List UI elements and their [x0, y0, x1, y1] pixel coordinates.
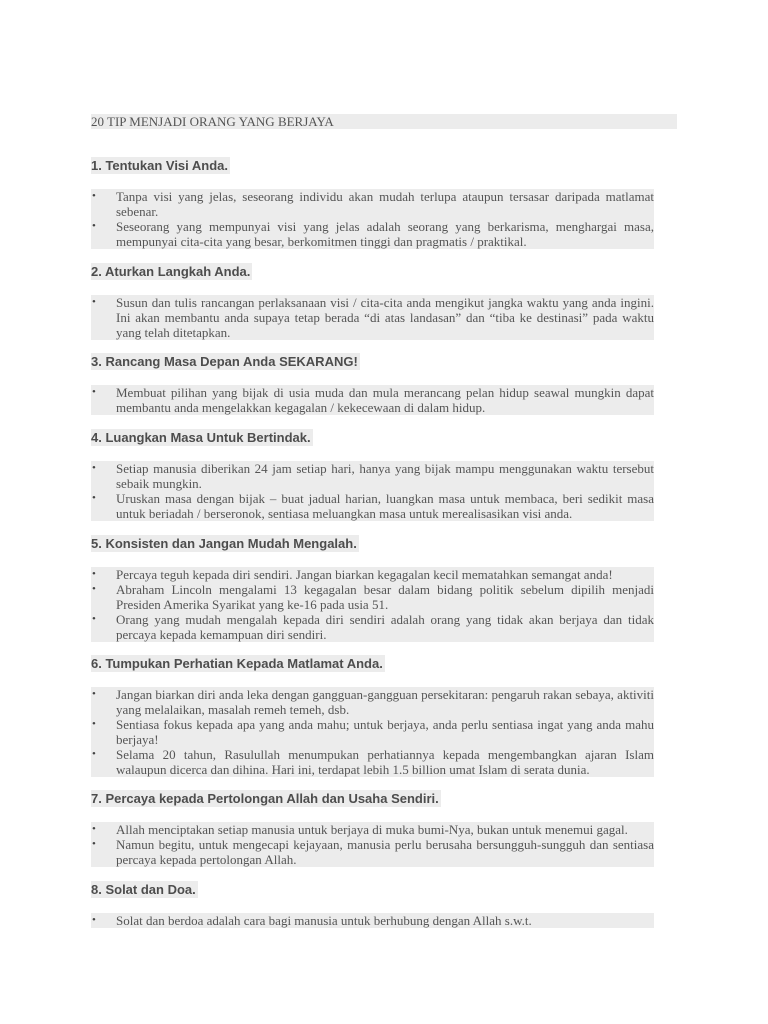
section-heading: 6. Tumpukan Perhatian Kepada Matlamat Anda.	[91, 656, 383, 671]
section-list	[91, 822, 654, 867]
section-list	[91, 687, 654, 777]
list-item: • Orang yang mudah mengalah kepada diri sendiri adalah orang yang tidak akan berjaya dan tidak percaya kepada kemampuan diri sendiri.	[91, 612, 654, 642]
section-list	[91, 189, 654, 249]
section-heading: 3. Rancang Masa Depan Anda SEKARANG!	[91, 354, 358, 369]
list-item: • Setiap manusia diberikan 24 jam setiap hari, hanya yang bijak mampu menggunakan waktu tersebut sebaik mungkin.	[91, 461, 654, 491]
section-heading: 8. Solat dan Doa.	[91, 882, 196, 897]
list-item: • Percaya teguh kepada diri sendiri. Jangan biarkan kegagalan kecil mematahkan semangat anda!	[91, 567, 654, 582]
list-item: • Solat dan berdoa adalah cara bagi manusia untuk berhubung dengan Allah s.w.t.	[91, 913, 654, 928]
list-item: • Uruskan masa dengan bijak – buat jadual harian, luangkan masa untuk membaca, beri sedikit masa untuk beriadah / berseronok, sentiasa meluangkan masa untuk merealisasikan visi anda.	[91, 491, 654, 521]
list-item: • Namun begitu, untuk mengecapi kejayaan, manusia perlu berusaha bersungguh-sungguh dan sentiasa percaya kepada pertolongan Allah.	[91, 837, 654, 867]
list-item: • Membuat pilihan yang bijak di usia muda dan mula merancang pelan hidup seawal mungkin dapat membantu anda mengelakkan kegagalan / kekecewaan di dalam hidup.	[91, 385, 654, 415]
list-item: • Sentiasa fokus kepada apa yang anda mahu; untuk berjaya, anda perlu sentiasa ingat yang anda mahu berjaya!	[91, 717, 654, 747]
section-heading: 2. Aturkan Langkah Anda.	[91, 264, 251, 279]
section-heading: 4. Luangkan Masa Untuk Bertindak.	[91, 430, 311, 445]
section-list	[91, 385, 654, 415]
section-heading: 1. Tentukan Visi Anda.	[91, 158, 229, 173]
list-item: • Jangan biarkan diri anda leka dengan gangguan-gangguan persekitaran: pengaruh rakan sebaya, aktiviti yang melalaikan, masalah remeh temeh, dsb.	[91, 687, 654, 717]
section-heading: 5. Konsisten dan Jangan Mudah Mengalah.	[91, 536, 357, 551]
section-heading: 7. Percaya kepada Pertolongan Allah dan Usaha Sendiri.	[91, 791, 439, 806]
section-list	[91, 295, 654, 340]
list-item: • Selama 20 tahun, Rasulullah menumpukan perhatiannya kepada mengembangkan ajaran Islam walaupun dicerca dan dihina. Hari ini, terdapat lebih 1.5 billion umat Islam di serata dunia.	[91, 747, 654, 777]
list-item: • Allah menciptakan setiap manusia untuk berjaya di muka bumi-Nya, bukan untuk menemui gagal.	[91, 822, 654, 837]
section-list	[91, 567, 654, 642]
section-list	[91, 461, 654, 521]
list-item: • Susun dan tulis rancangan perlaksanaan visi / cita-cita anda mengikut jangka waktu yang anda ingini. Ini akan membantu anda supaya tetap berada “di atas landasan” dan “tiba ke destinasi” pada waktu yang telah ditetapkan.	[91, 295, 654, 340]
list-item: • Seseorang yang mempunyai visi yang jelas adalah seorang yang berkarisma, menghargai masa, mempunyai cita-cita yang besar, berkomitmen tinggi dan pragmatis / praktikal.	[91, 219, 654, 249]
list-item: • Tanpa visi yang jelas, seseorang individu akan mudah terlupa ataupun tersasar daripada matlamat sebenar.	[91, 189, 654, 219]
document-title: 20 TIP MENJADI ORANG YANG BERJAYA	[91, 114, 677, 129]
list-item: • Abraham Lincoln mengalami 13 kegagalan besar dalam bidang politik sebelum dipilih menjadi Presiden Amerika Syarikat yang ke-16 pada usia 51.	[91, 582, 654, 612]
section-list	[91, 913, 654, 928]
